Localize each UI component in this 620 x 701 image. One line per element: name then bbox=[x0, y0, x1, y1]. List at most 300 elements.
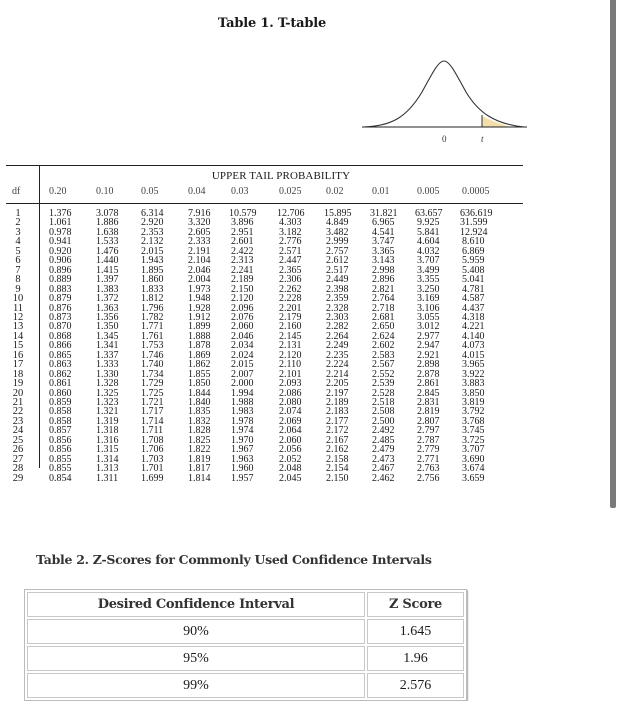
t-value-cell: 2.096 bbox=[231, 302, 254, 314]
t-value-cell: 2.000 bbox=[231, 378, 254, 390]
column-header: 0.025 bbox=[279, 186, 302, 197]
t-value-cell: 2.797 bbox=[417, 425, 440, 437]
t-value-cell: 2.179 bbox=[279, 311, 302, 323]
t-value-cell: 2.306 bbox=[279, 274, 302, 286]
t-value-cell: 2.282 bbox=[326, 321, 349, 333]
df-header: df bbox=[12, 186, 21, 197]
t-value-cell: 1.341 bbox=[96, 340, 119, 352]
t-value-cell: 2.920 bbox=[141, 217, 164, 229]
t-value-cell: 0.896 bbox=[49, 264, 72, 276]
t-value-cell: 2.191 bbox=[188, 245, 211, 257]
t-value-cell: 2.197 bbox=[326, 387, 349, 399]
t-value-cell: 1.372 bbox=[96, 293, 119, 305]
t-value-cell: 2.080 bbox=[279, 397, 302, 408]
df-cell: 22 bbox=[12, 406, 24, 418]
t-value-cell: 2.771 bbox=[417, 453, 440, 465]
t-value-cell: 2.583 bbox=[372, 349, 395, 361]
t-value-cell: 2.172 bbox=[326, 425, 349, 437]
t-value-cell: 2.201 bbox=[279, 302, 302, 314]
tail-label: t bbox=[481, 134, 484, 144]
t-value-cell: 2.612 bbox=[326, 255, 349, 267]
t-value-cell: 2.650 bbox=[372, 321, 395, 333]
t-value-cell: 1.771 bbox=[141, 321, 164, 333]
t-value-cell: 1.973 bbox=[188, 283, 211, 295]
t-value-cell: 1.888 bbox=[188, 330, 211, 342]
df-cell: 20 bbox=[12, 387, 24, 399]
t-value-cell: 2.518 bbox=[372, 397, 395, 408]
upper-tail-probability-header: UPPER TAIL PROBABILITY bbox=[211, 170, 351, 182]
z-score-header: Z Score bbox=[367, 592, 464, 617]
t-value-cell: 1.319 bbox=[96, 415, 119, 427]
t-value-cell: 2.074 bbox=[279, 406, 302, 418]
df-cell: 11 bbox=[12, 302, 24, 314]
t-value-cell: 1.337 bbox=[96, 349, 119, 361]
t-value-cell: 1.363 bbox=[96, 302, 119, 314]
t-value-cell: 1.313 bbox=[96, 463, 119, 475]
t-value-cell: 5.041 bbox=[462, 274, 485, 286]
t-value-cell: 2.069 bbox=[279, 415, 302, 427]
t-value-cell: 1.817 bbox=[188, 463, 211, 475]
t-value-cell: 1.323 bbox=[96, 397, 119, 408]
t-value-cell: 6.965 bbox=[372, 217, 395, 229]
vertical-scrollbar[interactable] bbox=[610, 0, 616, 508]
t-value-cell: 1.701 bbox=[141, 463, 164, 475]
df-cell: 6 bbox=[15, 255, 21, 267]
t-value-cell: 2.132 bbox=[141, 236, 164, 248]
t-value-cell: 5.408 bbox=[462, 264, 485, 276]
t-value-cell: 2.154 bbox=[326, 463, 349, 475]
t-value-cell: 1.714 bbox=[141, 415, 164, 427]
t-value-cell: 1.855 bbox=[188, 368, 211, 380]
t-value-cell: 3.819 bbox=[462, 397, 485, 408]
column-header: 0.02 bbox=[326, 186, 344, 197]
z-table-row bbox=[27, 619, 464, 644]
t-value-cell: 2.462 bbox=[372, 472, 395, 484]
t-value-cell: 2.015 bbox=[141, 245, 164, 257]
t-value-cell: 3.182 bbox=[279, 226, 302, 238]
df-cell: 26 bbox=[12, 444, 24, 456]
t-value-cell: 3.012 bbox=[417, 321, 440, 333]
t-value-cell: 1.729 bbox=[141, 378, 164, 390]
t-value-cell: 1.860 bbox=[141, 274, 164, 286]
t-value-cell: 2.048 bbox=[279, 463, 302, 475]
t-value-cell: 2.602 bbox=[372, 340, 395, 352]
df-cell: 27 bbox=[12, 453, 24, 465]
df-cell: 8 bbox=[15, 274, 21, 286]
t-value-cell: 0.978 bbox=[49, 226, 72, 238]
t-value-cell: 2.861 bbox=[417, 378, 440, 390]
z-score-table bbox=[24, 589, 467, 701]
z-score-cell: 2.576 bbox=[367, 673, 464, 698]
t-value-cell: 1.321 bbox=[96, 406, 119, 418]
t-value-cell: 2.485 bbox=[372, 434, 395, 446]
t-value-cell: 2.024 bbox=[231, 349, 254, 361]
t-value-cell: 4.303 bbox=[279, 217, 302, 229]
t-value-cell: 2.264 bbox=[326, 330, 349, 342]
t-value-cell: 2.819 bbox=[417, 406, 440, 418]
t-value-cell: 1.476 bbox=[96, 245, 119, 257]
t-value-cell: 2.951 bbox=[231, 226, 254, 238]
t-value-cell: 1.740 bbox=[141, 359, 164, 371]
column-header: 0.03 bbox=[231, 186, 249, 197]
t-value-cell: 0.856 bbox=[49, 434, 72, 446]
t-value-cell: 636.619 bbox=[460, 208, 493, 219]
t-value-cell: 2.056 bbox=[279, 444, 302, 456]
t-value-cell: 2.064 bbox=[279, 425, 302, 437]
df-cell: 24 bbox=[12, 425, 24, 437]
t-value-cell: 2.045 bbox=[279, 472, 302, 484]
t-value-cell: 4.587 bbox=[462, 293, 485, 305]
t-value-cell: 3.850 bbox=[462, 387, 485, 399]
t-value-cell: 4.221 bbox=[462, 321, 485, 333]
t-value-cell: 6.869 bbox=[462, 245, 485, 257]
t-value-cell: 1.957 bbox=[231, 472, 254, 484]
t-value-cell: 1.994 bbox=[231, 387, 254, 399]
df-cell: 3 bbox=[15, 226, 21, 238]
t-value-cell: 3.143 bbox=[372, 255, 395, 267]
t-value-cell: 2.921 bbox=[417, 349, 440, 361]
t-value-cell: 1.721 bbox=[141, 397, 164, 408]
t-table-df-separator bbox=[39, 165, 40, 468]
t-value-cell: 2.060 bbox=[231, 321, 254, 333]
t-value-cell: 2.763 bbox=[417, 463, 440, 475]
t-value-cell: 0.889 bbox=[49, 274, 72, 286]
t-value-cell: 1.895 bbox=[141, 264, 164, 276]
column-header: 0.05 bbox=[141, 186, 159, 197]
t-value-cell: 3.768 bbox=[462, 415, 485, 427]
t-value-cell: 2.567 bbox=[372, 359, 395, 371]
t-value-cell: 31.821 bbox=[370, 208, 398, 219]
t-value-cell: 1.812 bbox=[141, 293, 164, 305]
t-value-cell: 1.844 bbox=[188, 387, 211, 399]
t-value-cell: 2.764 bbox=[372, 293, 395, 305]
t-value-cell: 3.482 bbox=[326, 226, 349, 238]
column-header: 0.04 bbox=[188, 186, 206, 197]
t-value-cell: 3.659 bbox=[462, 472, 485, 484]
t-value-cell: 3.707 bbox=[462, 444, 485, 456]
t-value-cell: 2.896 bbox=[372, 274, 395, 286]
t-value-cell: 4.437 bbox=[462, 302, 485, 314]
t-value-cell: 1.796 bbox=[141, 302, 164, 314]
t-value-cell: 0.855 bbox=[49, 453, 72, 465]
t-value-cell: 2.624 bbox=[372, 330, 395, 342]
t-value-cell: 2.015 bbox=[231, 359, 254, 371]
t-value-cell: 0.862 bbox=[49, 368, 72, 380]
t-value-cell: 0.876 bbox=[49, 302, 72, 314]
t-value-cell: 1.825 bbox=[188, 434, 211, 446]
t-value-cell: 0.863 bbox=[49, 359, 72, 371]
t-value-cell: 1.963 bbox=[231, 453, 254, 465]
t-value-cell: 1.316 bbox=[96, 434, 119, 446]
df-cell: 4 bbox=[15, 236, 21, 248]
t-value-cell: 3.055 bbox=[417, 311, 440, 323]
t-value-cell: 2.479 bbox=[372, 444, 395, 456]
t-value-cell: 1.983 bbox=[231, 406, 254, 418]
t-value-cell: 2.167 bbox=[326, 434, 349, 446]
t-value-cell: 2.131 bbox=[279, 340, 302, 352]
t-value-cell: 1.886 bbox=[96, 217, 119, 229]
t-value-cell: 2.101 bbox=[279, 368, 302, 380]
t-value-cell: 0.860 bbox=[49, 387, 72, 399]
interval-cell: 99% bbox=[27, 673, 365, 698]
t-value-cell: 8.610 bbox=[462, 236, 485, 248]
t-value-cell: 1.345 bbox=[96, 330, 119, 342]
t-table-top-rule bbox=[6, 165, 523, 166]
t-value-cell: 1.869 bbox=[188, 349, 211, 361]
t-value-cell: 2.150 bbox=[231, 283, 254, 295]
center-label: 0 bbox=[442, 134, 447, 144]
t-value-cell: 3.707 bbox=[417, 255, 440, 267]
z-table-row bbox=[27, 646, 464, 671]
t-value-cell: 2.093 bbox=[279, 378, 302, 390]
t-value-cell: 2.605 bbox=[188, 226, 211, 238]
t-value-cell: 2.831 bbox=[417, 397, 440, 408]
t-value-cell: 0.861 bbox=[49, 378, 72, 390]
df-cell: 13 bbox=[12, 321, 24, 333]
t-value-cell: 2.262 bbox=[279, 283, 302, 295]
t-value-cell: 0.883 bbox=[49, 283, 72, 295]
t-value-cell: 2.145 bbox=[279, 330, 302, 342]
t-table-header-rule bbox=[6, 203, 523, 204]
df-cell: 12 bbox=[12, 311, 24, 323]
column-header: 0.0005 bbox=[462, 186, 490, 197]
t-value-cell: 1.746 bbox=[141, 349, 164, 361]
t-value-cell: 2.898 bbox=[417, 359, 440, 371]
t-value-cell: 4.073 bbox=[462, 340, 485, 352]
t-value-cell: 2.333 bbox=[188, 236, 211, 248]
t-value-cell: 7.916 bbox=[188, 208, 211, 219]
t-value-cell: 2.034 bbox=[231, 340, 254, 352]
df-cell: 28 bbox=[12, 463, 24, 475]
t-value-cell: 1.899 bbox=[188, 321, 211, 333]
t-value-cell: 1.725 bbox=[141, 387, 164, 399]
t-value-cell: 2.947 bbox=[417, 340, 440, 352]
df-cell: 10 bbox=[12, 293, 24, 305]
t-value-cell: 2.422 bbox=[231, 245, 254, 257]
t-value-cell: 3.078 bbox=[96, 208, 119, 219]
interval-cell: 95% bbox=[27, 646, 365, 671]
interval-cell: 90% bbox=[27, 619, 365, 644]
t-value-cell: 2.328 bbox=[326, 302, 349, 314]
t-value-cell: 1.383 bbox=[96, 283, 119, 295]
t-value-cell: 3.883 bbox=[462, 378, 485, 390]
t-value-cell: 2.807 bbox=[417, 415, 440, 427]
t-value-cell: 2.467 bbox=[372, 463, 395, 475]
t-value-cell: 2.528 bbox=[372, 387, 395, 399]
t-value-cell: 2.845 bbox=[417, 387, 440, 399]
t-value-cell: 9.925 bbox=[417, 217, 440, 229]
t-value-cell: 2.205 bbox=[326, 378, 349, 390]
t-value-cell: 63.657 bbox=[415, 208, 443, 219]
t-value-cell: 0.865 bbox=[49, 349, 72, 361]
t-value-cell: 1.782 bbox=[141, 311, 164, 323]
t-value-cell: 4.541 bbox=[372, 226, 395, 238]
t-value-cell: 2.398 bbox=[326, 283, 349, 295]
t-value-cell: 2.249 bbox=[326, 340, 349, 352]
t-value-cell: 2.110 bbox=[279, 359, 302, 371]
t-value-cell: 2.189 bbox=[326, 397, 349, 408]
t-value-cell: 31.599 bbox=[460, 217, 488, 229]
t-value-cell: 2.076 bbox=[231, 311, 254, 323]
t-value-cell: 1.822 bbox=[188, 444, 211, 456]
t-value-cell: 1.706 bbox=[141, 444, 164, 456]
t-value-cell: 3.747 bbox=[372, 236, 395, 248]
t-value-cell: 4.318 bbox=[462, 311, 485, 323]
t-value-cell: 3.690 bbox=[462, 453, 485, 465]
t-value-cell: 3.725 bbox=[462, 434, 485, 446]
t-value-cell: 2.060 bbox=[279, 434, 302, 446]
t-value-cell: 2.776 bbox=[279, 236, 302, 248]
table1-title: Table 1. T-table bbox=[217, 16, 327, 31]
t-value-cell: 1.988 bbox=[231, 397, 254, 408]
t-value-cell: 1.314 bbox=[96, 453, 119, 465]
t-value-cell: 1.533 bbox=[96, 236, 119, 248]
z-score-cell: 1.96 bbox=[367, 646, 464, 671]
t-value-cell: 1.330 bbox=[96, 368, 119, 380]
t-value-cell: 3.745 bbox=[462, 425, 485, 437]
t-value-cell: 2.046 bbox=[188, 264, 211, 276]
t-value-cell: 1.840 bbox=[188, 397, 211, 408]
t-value-cell: 1.333 bbox=[96, 359, 119, 371]
t-value-cell: 1.833 bbox=[141, 283, 164, 295]
t-value-cell: 0.879 bbox=[49, 293, 72, 305]
t-value-cell: 2.228 bbox=[279, 293, 302, 305]
t-value-cell: 2.508 bbox=[372, 406, 395, 418]
t-value-cell: 2.473 bbox=[372, 453, 395, 465]
t-value-cell: 2.447 bbox=[279, 255, 302, 267]
t-value-cell: 2.500 bbox=[372, 415, 395, 427]
t-value-cell: 1.734 bbox=[141, 368, 164, 380]
t-value-cell: 2.539 bbox=[372, 378, 395, 390]
t-value-cell: 2.004 bbox=[188, 274, 211, 286]
t-value-cell: 2.359 bbox=[326, 293, 349, 305]
t-value-cell: 3.674 bbox=[462, 463, 485, 475]
t-value-cell: 1.862 bbox=[188, 359, 211, 371]
t-value-cell: 1.711 bbox=[141, 425, 164, 437]
t-value-cell: 2.160 bbox=[279, 321, 302, 333]
t-value-cell: 2.977 bbox=[417, 330, 440, 342]
t-value-cell: 0.920 bbox=[49, 245, 72, 257]
t-value-cell: 1.703 bbox=[141, 453, 164, 465]
t-value-cell: 1.819 bbox=[188, 453, 211, 465]
df-cell: 15 bbox=[12, 340, 24, 352]
t-value-cell: 2.162 bbox=[326, 444, 349, 456]
t-value-cell: 3.106 bbox=[417, 302, 440, 314]
t-value-cell: 4.781 bbox=[462, 283, 485, 295]
t-value-cell: 1.061 bbox=[49, 217, 72, 229]
df-cell: 7 bbox=[15, 264, 21, 276]
t-value-cell: 0.868 bbox=[49, 330, 72, 342]
t-value-cell: 3.320 bbox=[188, 217, 211, 229]
t-value-cell: 3.922 bbox=[462, 368, 485, 380]
t-value-cell: 2.517 bbox=[326, 264, 349, 276]
t-value-cell: 1.638 bbox=[96, 226, 119, 238]
t-value-cell: 2.787 bbox=[417, 434, 440, 446]
t-value-cell: 1.928 bbox=[188, 302, 211, 314]
t-value-cell: 1.970 bbox=[231, 434, 254, 446]
t-value-cell: 2.086 bbox=[279, 387, 302, 399]
t-value-cell: 2.756 bbox=[417, 472, 440, 484]
t-value-cell: 1.315 bbox=[96, 444, 119, 456]
t-value-cell: 15.895 bbox=[324, 208, 352, 219]
t-value-cell: 2.878 bbox=[417, 368, 440, 380]
t-value-cell: 2.120 bbox=[279, 349, 302, 361]
t-value-cell: 1.318 bbox=[96, 425, 119, 437]
t-value-cell: 3.250 bbox=[417, 283, 440, 295]
df-cell: 2 bbox=[15, 217, 21, 229]
t-value-cell: 2.353 bbox=[141, 226, 164, 238]
df-cell: 18 bbox=[12, 368, 24, 380]
t-distribution-curve-icon bbox=[362, 52, 527, 148]
t-value-cell: 2.365 bbox=[279, 264, 302, 276]
t-value-cell: 0.873 bbox=[49, 311, 72, 323]
t-value-cell: 1.912 bbox=[188, 311, 211, 323]
t-value-cell: 1.828 bbox=[188, 425, 211, 437]
t-value-cell: 2.007 bbox=[231, 368, 254, 380]
t-value-cell: 3.499 bbox=[417, 264, 440, 276]
t-value-cell: 1.850 bbox=[188, 378, 211, 390]
df-cell: 17 bbox=[12, 359, 24, 371]
t-value-cell: 0.941 bbox=[49, 236, 72, 248]
interval-header: Desired Confidence Interval bbox=[27, 592, 365, 617]
df-cell: 1 bbox=[15, 208, 21, 219]
t-value-cell: 1.376 bbox=[49, 208, 72, 219]
t-value-cell: 2.313 bbox=[231, 255, 254, 267]
t-value-cell: 10.579 bbox=[229, 208, 257, 219]
t-value-cell: 0.857 bbox=[49, 425, 72, 437]
t-value-cell: 2.104 bbox=[188, 255, 211, 267]
t-value-cell: 1.878 bbox=[188, 340, 211, 352]
df-cell: 19 bbox=[12, 378, 24, 390]
t-value-cell: 2.681 bbox=[372, 311, 395, 323]
t-value-cell: 1.814 bbox=[188, 472, 211, 484]
table2-title: Table 2. Z-Scores for Commonly Used Confidence Intervals bbox=[36, 552, 432, 567]
t-value-cell: 2.821 bbox=[372, 283, 395, 295]
t-value-cell: 2.235 bbox=[326, 349, 349, 361]
t-value-cell: 1.717 bbox=[141, 406, 164, 418]
t-value-cell: 1.415 bbox=[96, 264, 119, 276]
t-value-cell: 2.177 bbox=[326, 415, 349, 427]
t-value-cell: 2.757 bbox=[326, 245, 349, 257]
df-cell: 21 bbox=[12, 397, 24, 408]
t-value-cell: 3.792 bbox=[462, 406, 485, 418]
t-value-cell: 2.189 bbox=[231, 274, 254, 286]
t-value-cell: 2.552 bbox=[372, 368, 395, 380]
t-value-cell: 1.397 bbox=[96, 274, 119, 286]
column-header: 0.005 bbox=[417, 186, 440, 197]
t-value-cell: 2.492 bbox=[372, 425, 395, 437]
t-value-cell: 5.959 bbox=[462, 255, 485, 267]
t-value-cell: 1.835 bbox=[188, 406, 211, 418]
t-value-cell: 4.015 bbox=[462, 349, 485, 361]
t-value-cell: 2.779 bbox=[417, 444, 440, 456]
t-value-cell: 2.046 bbox=[231, 330, 254, 342]
t-value-cell: 12.706 bbox=[277, 208, 305, 219]
t-value-cell: 2.998 bbox=[372, 264, 395, 276]
t-value-cell: 2.449 bbox=[326, 274, 349, 286]
t-value-cell: 0.855 bbox=[49, 463, 72, 475]
t-value-cell: 1.440 bbox=[96, 255, 119, 267]
t-value-cell: 6.314 bbox=[141, 208, 164, 219]
t-value-cell: 1.948 bbox=[188, 293, 211, 305]
t-value-cell: 0.866 bbox=[49, 340, 72, 352]
t-value-cell: 1.967 bbox=[231, 444, 254, 456]
t-value-cell: 1.311 bbox=[96, 472, 119, 484]
t-value-cell: 1.978 bbox=[231, 415, 254, 427]
t-value-cell: 0.870 bbox=[49, 321, 72, 333]
t-value-cell: 2.303 bbox=[326, 311, 349, 323]
t-value-cell: 1.960 bbox=[231, 463, 254, 475]
